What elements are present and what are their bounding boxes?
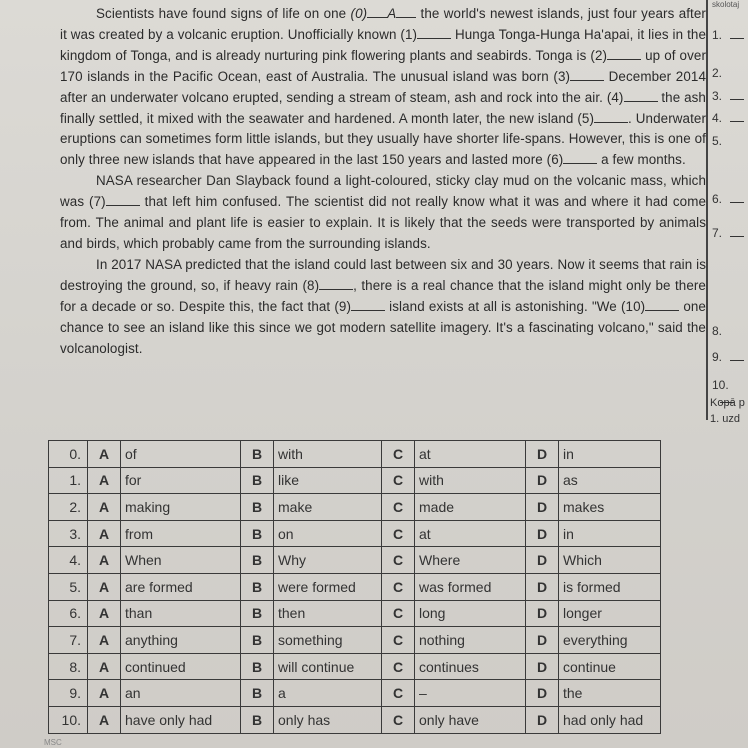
answer-slot-5[interactable] [712,134,722,148]
text: that left him confused. The scientist did not really know what it was and where it had come from. The animal and plant life is easier to explain. It is likely that the seeds were transported by animals and birds, which probably came from the surrounding islands. [60,194,706,251]
question-number: 8. [49,653,88,680]
option-a[interactable]: than [121,600,241,627]
question-number: 9. [49,680,88,707]
option-c[interactable]: with [415,467,526,494]
option-letter-c: C [382,680,415,707]
answer-choices-table [48,440,661,734]
option-a[interactable]: have only had [121,706,241,733]
text: a few months. [597,152,686,168]
choice-row [49,706,661,733]
option-letter-b: B [241,573,274,600]
option-a[interactable]: anything [121,627,241,654]
option-letter-a: A [88,706,121,733]
footer-mark: MSC [44,738,62,747]
gap-blank [594,110,628,123]
option-d[interactable]: continue [559,653,661,680]
question-number: 3. [49,520,88,547]
option-letter-a: A [88,520,121,547]
option-a[interactable]: an [121,680,241,707]
choice-row [49,494,661,521]
answer-number: 4. [712,111,723,125]
option-letter-d: D [526,441,559,468]
answer-slot-1[interactable] [712,28,744,42]
text: island exists at all is astonishing. "We (10) [385,298,646,314]
option-letter-c: C [382,706,415,733]
option-d[interactable]: had only had [559,706,661,733]
option-letter-a: A [88,547,121,574]
answer-number: 3. [712,89,723,103]
option-b[interactable]: will continue [274,653,382,680]
option-b[interactable]: then [274,600,382,627]
option-a[interactable]: When [121,547,241,574]
gap-blank [570,68,604,81]
option-b[interactable]: with [274,441,382,468]
option-letter-b: B [241,441,274,468]
answer-line [730,121,744,122]
answer-line [730,99,744,100]
text: one chance to see an island like this since we got modern satellite imagery. It's a fascinating volcano," said the volcanologist. [60,298,706,356]
option-a[interactable]: making [121,494,241,521]
text: In 2017 NASA predicted that the island could last between six and 30 years. Now it seems that rain is destroying the ground, so, if heavy rain (8) [60,256,706,293]
option-letter-c: C [382,653,415,680]
gap-blank [396,5,416,18]
answer-number: 1. [712,28,723,42]
option-d[interactable]: longer [559,600,661,627]
option-c[interactable]: made [415,494,526,521]
option-letter-c: C [382,547,415,574]
example-answer: A [387,6,397,21]
option-letter-a: A [88,653,121,680]
answer-column-divider [706,0,708,420]
option-letter-d: D [526,653,559,680]
question-number: 2. [49,494,88,521]
option-c[interactable]: was formed [415,573,526,600]
option-letter-d: D [526,520,559,547]
option-letter-b: B [241,547,274,574]
text: up of over 170 islands in the Pacific Ocean, east of Australia. The unusual island was born (3) [60,47,707,84]
answer-number: 5. [712,134,723,148]
option-d[interactable]: as [559,467,661,494]
option-letter-d: D [526,547,559,574]
paragraph-3 [60,255,706,360]
answer-slot-4[interactable] [712,111,744,125]
question-number: 0. [49,441,88,468]
choice-row [49,547,661,574]
option-letter-a: A [88,494,121,521]
question-number: 7. [49,627,88,654]
option-letter-b: B [241,653,274,680]
reading-passage [60,4,706,359]
question-number: 4. [49,547,88,574]
option-letter-c: C [382,441,415,468]
option-a[interactable]: of [121,441,241,468]
option-letter-b: B [241,627,274,654]
option-d[interactable]: is formed [559,573,661,600]
gap-number: (0) [350,6,368,21]
option-c[interactable]: – [415,680,526,707]
answer-slot-7[interactable] [712,226,744,240]
option-a[interactable]: for [121,467,241,494]
option-b[interactable]: something [274,627,382,654]
total-points-label: Kopā p [710,397,745,409]
answer-number: 7. [712,226,723,240]
gap-blank [351,298,385,311]
answer-slot-3[interactable] [712,89,744,103]
question-number: 6. [49,600,88,627]
gap-blank [624,89,658,102]
option-letter-c: C [382,467,415,494]
option-letter-b: B [241,706,274,733]
answer-number: 8. [712,324,723,338]
answer-line [730,202,744,203]
option-d[interactable]: Which [559,547,661,574]
option-c[interactable]: only have [415,706,526,733]
option-letter-d: D [526,494,559,521]
option-letter-b: B [241,494,274,521]
option-letter-d: D [526,600,559,627]
option-letter-d: D [526,627,559,654]
option-letter-d: D [526,680,559,707]
question-number: 10. [49,706,88,733]
choice-row [49,627,661,654]
answer-line [730,236,744,237]
option-letter-c: C [382,600,415,627]
option-letter-a: A [88,600,121,627]
option-letter-c: C [382,627,415,654]
option-letter-a: A [88,441,121,468]
text: . Underwater eruptions can sometimes form little islands, but they usually have shorter life-spans. However, this is one of only three new islands that have appeared in the last 150 years and lasted more (6) [60,110,706,168]
task-label: 1. uzd [710,413,740,425]
answer-number: 9. [712,350,723,364]
option-d[interactable]: everything [559,627,661,654]
answer-slot-6[interactable] [712,192,744,206]
option-d[interactable]: in [559,441,661,468]
choice-row [49,653,661,680]
gap-blank [319,277,353,290]
text: Hunga Tonga-Hunga Ha'apai, it lies in the kingdom of Tonga, and is already nurturing pink flowering plants and seabirds. Tonga is (2) [60,26,706,63]
option-c[interactable]: continues [415,653,526,680]
text: , there is a real chance that the island might only be there for a decade or so. Despite this, the fact that (9) [60,277,706,314]
option-letter-d: D [526,706,559,733]
option-c[interactable]: long [415,600,526,627]
answer-number: 10. [712,378,729,392]
choice-row [49,680,661,707]
question-number: 5. [49,573,88,600]
text: the ash finally settled, it mixed with the seawater and hardened. A month later, the new island (5) [60,89,706,126]
text: the world's newest islands, just four years after it was created by a volcanic eruption. Unofficially known (1) [60,6,706,42]
option-d[interactable]: in [559,520,661,547]
option-letter-a: A [88,680,121,707]
option-letter-a: A [88,627,121,654]
option-c[interactable]: Where [415,547,526,574]
option-letter-b: B [241,600,274,627]
option-letter-b: B [241,467,274,494]
option-letter-a: A [88,573,121,600]
option-b[interactable]: Why [274,547,382,574]
option-letter-d: D [526,467,559,494]
teacher-label: skolotaj [712,0,740,9]
gap-blank [607,47,641,60]
option-c[interactable]: nothing [415,627,526,654]
option-b[interactable]: only has [274,706,382,733]
choice-row [49,467,661,494]
answer-number: 2. [712,66,723,80]
paragraph-2 [60,171,706,255]
gap-blank [367,5,387,18]
option-c[interactable]: at [415,520,526,547]
answer-slot-8[interactable] [712,324,722,338]
option-letter-c: C [382,573,415,600]
option-letter-c: C [382,520,415,547]
option-letter-b: B [241,680,274,707]
choice-row [49,520,661,547]
answer-slot-2[interactable] [712,66,722,80]
paragraph-1 [60,4,706,171]
option-c[interactable]: at [415,441,526,468]
option-b[interactable]: on [274,520,382,547]
gap-blank [106,193,140,206]
option-letter-d: D [526,573,559,600]
option-a[interactable]: are formed [121,573,241,600]
question-number: 1. [49,467,88,494]
option-letter-a: A [88,467,121,494]
gap-blank [563,151,597,164]
option-a[interactable]: from [121,520,241,547]
text: Scientists have found signs of life on one [96,6,351,21]
gap-blank [417,26,451,39]
choice-row [49,441,661,468]
option-letter-b: B [241,520,274,547]
answer-line [730,360,744,361]
option-d[interactable]: makes [559,494,661,521]
option-b[interactable]: like [274,467,382,494]
option-b[interactable]: make [274,494,382,521]
option-b[interactable]: a [274,680,382,707]
text: NASA researcher Dan Slayback found a light-coloured, sticky clay mud on the volcanic mass, which was (7) [60,173,706,210]
answer-slot-9[interactable] [712,350,744,364]
option-a[interactable]: continued [121,653,241,680]
gap-blank [645,298,679,311]
option-d[interactable]: the [559,680,661,707]
choice-row [49,573,661,600]
choice-row [49,600,661,627]
option-b[interactable]: were formed [274,573,382,600]
answer-number: 6. [712,192,723,206]
text: December 2014 after an underwater volcano erupted, sending a stream of steam, ash and rock into the air. (4) [60,68,706,105]
answer-line [730,38,744,39]
option-letter-c: C [382,494,415,521]
